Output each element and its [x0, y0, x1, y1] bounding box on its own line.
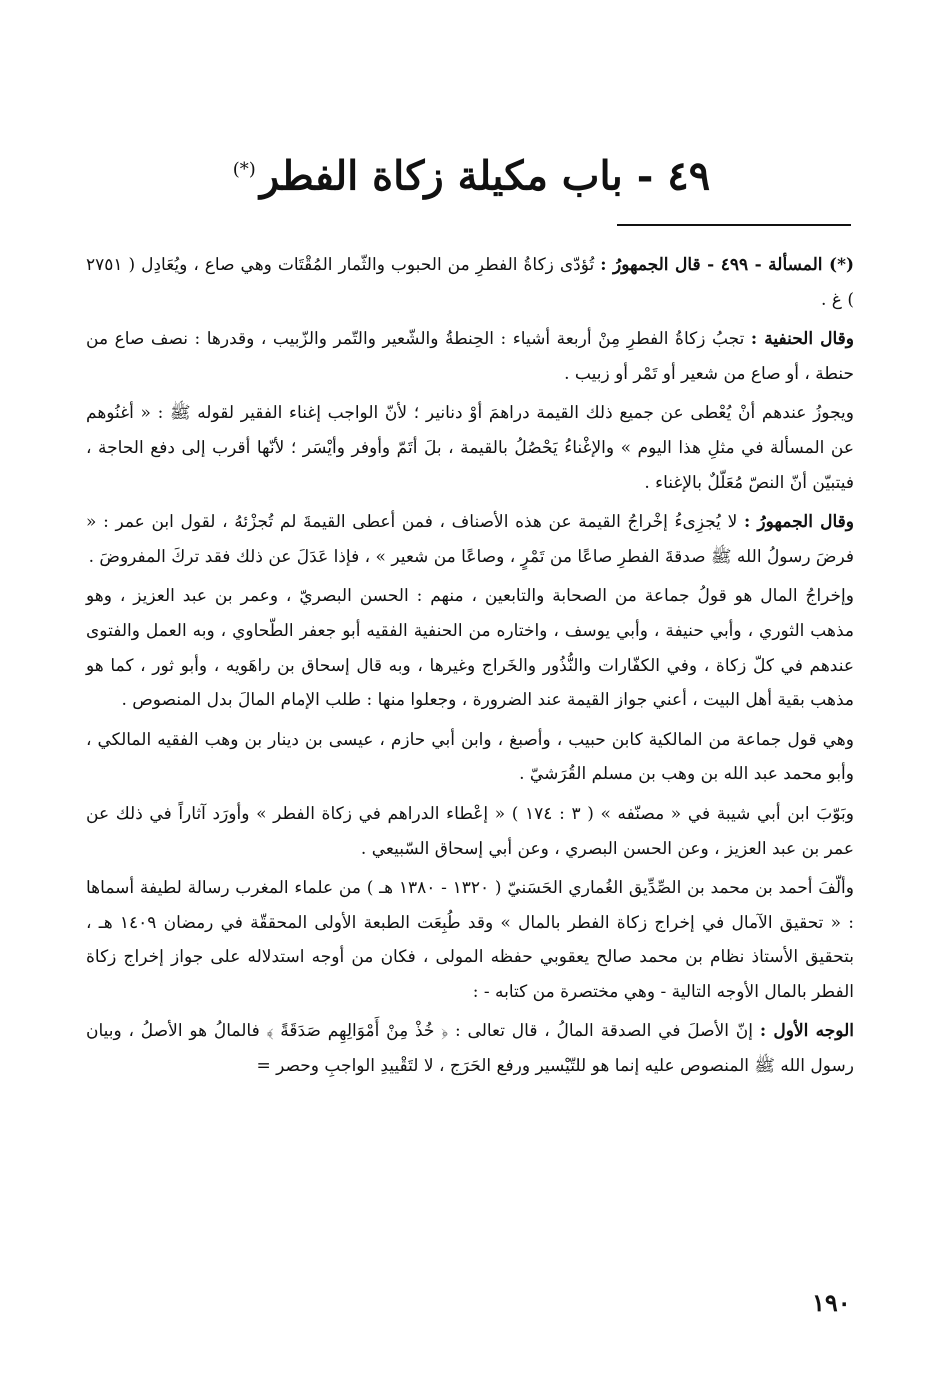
- paragraph-lead: وقال الجمهورُ :: [743, 512, 854, 533]
- paragraph: [86, 871, 854, 1009]
- page-number: ١٩٠: [812, 1288, 851, 1317]
- paragraph-lead: (*) المسألة - ٤٩٩ - قال الجمهورُ :: [600, 255, 854, 275]
- paragraph-text: إنّ الأصلَ في الصدقة المالُ ، قال تعالى : ﴿ خُذْ مِنْ أَمْوَالِهِم صَدَقَةً ﴾ فالمالُ هو الأصلُ ، وبيان رسول الله ﷺ المنصوص عليه إنما هو للتّيْسير ورفع الحَرَج ، لا لتَقْييدِ الواجبِ وحصر =: [86, 1021, 854, 1077]
- paragraph: [86, 248, 854, 317]
- paragraph-text: لا يُجزِىءُ إخْراجُ القيمة عن هذه الأصناف ، فمن أعطى القيمةَ لم تُجزْئهُ ، لقول ابن عمر : « فرضَ رسولُ الله ﷺ صدقةَ الفطرِ صاعًا من تَمْرٍ ، وصاعًا من شعير » ، فإذا عَدَلَ عن ذلك فقد تركَ المفروضَ .: [86, 512, 854, 567]
- paragraph: [86, 396, 854, 500]
- footnote-separator: [617, 224, 851, 226]
- paragraph: [86, 579, 854, 717]
- paragraph-text: وهي قول جماعة من المالكية كابن حبيب ، وأصبغ ، وابن أبي حازم ، عيسى بن دينار بن وهب الفقيه المالكي ، وأبو محمد عبد الله بن وهب بن مسلم القُرَشيّ .: [86, 729, 854, 785]
- paragraph-text: ويجوزُ عندهم أنْ يُعْطى عن جميع ذلك القيمة دراهمَ أوْ دنانير ؛ لأنّ الواجب إغناء الفقير لقوله ﷺ : « أغنُوهم عن المسألة في مثلِ هذا اليوم » والإغْناءُ يَحْصُلُ بالقيمة ، بلَ أتَمّ وأوفر وأيْسَر ؛ لأنّها أقرب إلى دفع الحاجة ، فيتبيّن أنّ النصّ مُعَلّلٌ بالإغناء .: [86, 403, 854, 493]
- paragraph-text: تُؤدّى زكاةُ الفطرِ من الحبوب والثّمار المُقْتَات وهي صاع ، ويُعَادِل ( ٢٧٥١ ) غ .: [86, 255, 854, 310]
- paragraph: [86, 797, 854, 866]
- paragraph-lead: الوجه الأول :: [759, 1021, 854, 1042]
- paragraph: [86, 322, 854, 391]
- chapter-title-text: ٤٩ - باب مكيلة زكاة الفطر: [259, 152, 711, 200]
- footnote-marker: (*): [232, 159, 256, 180]
- paragraph-text: تجبُ زكاةُ الفطرِ مِنْ أربعة أشياء : الحِنطةُ والشّعير والتّمر والزّبيب ، وقدرها : نصف صاع من حنطة ، أو صاع من شعير أو تَمْر أو زبيب .: [86, 329, 854, 384]
- paragraph-text: وألّفَ أحمد بن محمد بن الصِّدِّيق الغُماري الحَسَنيّ ( ١٣٢٠ - ١٣٨٠ هـ ) من علماء المغرب رسالة لطيفة أسماها : « تحقيق الآمال في إخراج زكاة الفطر بالمال » وقد طُبِعَت الطبعة الأولى المحققّة في رمضان ١٤٠٩ هـ ، بتحقيق الأستاذ نظام بن محمد صالح يعقوبي حفظه المولى ، فكان من أوجه استدلاله على جواز إخراج زكاة الفطر بالمال الأوجه التالية - وهي مختصرة من كتابه - :: [86, 878, 854, 1002]
- paragraph: [86, 505, 854, 574]
- chapter-title: [100, 140, 843, 206]
- paragraph: [86, 723, 854, 792]
- paragraph-text: وإخراجُ المال هو قولُ جماعة من الصحابة والتابعين ، منهم : الحسن البصريّ ، وعمر بن عبد العزيز ، وهو مذهب الثوري ، وأبي حنيفة ، وأبي يوسف ، واختاره من الحنفية الفقيه أبو جعفر الطّحاوي ، وبه العمل والفتوى عندهم في كلّ زكاة ، وفي الكفّارات والنُّذُور والخَراج وغيرها ، وبه قال إسحاق بن راهَويه ، وأبو ثور ، كما هو مذهب بقية أهل البيت ، أعني جواز القيمة عند الضرورة ، وجعلوا منها : طلب الإمام المالَ بدل المنصوص .: [86, 586, 854, 711]
- footnote-body: [86, 248, 854, 1089]
- paragraph-lead: وقال الحنفية :: [750, 329, 854, 350]
- paragraph-text: وبَوّبَ ابن أبي شيبة في « مصنّفه » ( ٣ : ١٧٤ ) « إعْطاء الدراهم في زكاة الفطر » وأورَد آثاراً في ذلك عن عمر بن عبد العزيز ، وعن الحسن البصري ، وعن أبي إسحاق السّبيعي .: [86, 803, 854, 859]
- paragraph: [86, 1014, 854, 1083]
